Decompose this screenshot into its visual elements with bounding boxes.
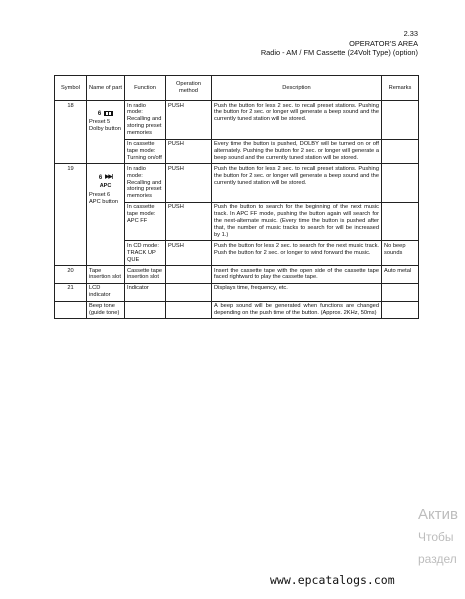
symbol-cell: 21 (55, 283, 87, 301)
remarks-cell (382, 202, 419, 241)
section-title: OPERATOR'S AREA (349, 38, 418, 48)
part-name-cell: Beep tone (guide tone) (87, 301, 125, 319)
activation-watermark-line1: Актив (418, 506, 458, 523)
description-cell: Push the button for less 2 sec. to search for the next music track. Push the button for 2 sec. or longer to wind forward the music. (212, 241, 382, 266)
method-cell: PUSH (166, 164, 212, 203)
function-cell: In CD mode: TRACK UP QUE (125, 241, 166, 266)
description-cell: Push the button for less 2 sec. to recall preset stations. Pushing the button for 2 sec. or longer will generate a beep sound and the currently tuned station will be stored. (212, 164, 382, 203)
part-name: Preset 6 APC button (89, 191, 119, 205)
function-cell: Cassette tape insertion slot (125, 266, 166, 284)
function-cell: In cassette tape mode: Turning on/off (125, 139, 166, 164)
activation-watermark-line3: раздел (418, 552, 457, 566)
remarks-cell: No beep sounds (382, 241, 419, 266)
remarks-cell (382, 301, 419, 319)
page-header (261, 29, 418, 58)
method-cell: PUSH (166, 139, 212, 164)
part-icon (89, 111, 122, 118)
symbol-cell: 20 (55, 266, 87, 284)
method-cell (166, 266, 212, 284)
col-header-description: Description (212, 76, 382, 101)
remarks-cell (382, 164, 419, 203)
table-header-row (55, 76, 419, 101)
symbol-cell (55, 301, 87, 319)
description-cell: Displays time, frequency, etc. (212, 283, 382, 301)
description-cell: Insert the cassette tape with the open side of the cassette tape faced rightward to play the cassette tape. (212, 266, 382, 284)
col-header-symbol: Symbol (55, 76, 87, 101)
remarks-cell: Auto metal (382, 266, 419, 284)
function-cell: In radio mode: Recalling and storing preset memories (125, 101, 166, 140)
function-cell: In cassette tape mode: APC FF (125, 202, 166, 241)
table-row (55, 301, 419, 319)
icon-number: 6 (97, 110, 102, 117)
function-cell: Indicator (125, 283, 166, 301)
description-cell: Every time the button is pushed, DOLBY will be turned on or off alternately. Pushing the button for 2 sec. or longer will generate a beep sound and the currently tuned station will be stored. (212, 139, 382, 164)
method-cell (166, 301, 212, 319)
col-header-name: Name of part (87, 76, 125, 101)
method-cell: PUSH (166, 202, 212, 241)
part-name-cell (87, 101, 125, 164)
part-name: Preset 5 Dolby button (89, 119, 121, 133)
function-cell (125, 301, 166, 319)
spec-table (54, 75, 419, 319)
description-cell: Push the button to search for the beginning of the next music track. In APC FF mode, pushing the button again will search for the next-alternate music. (Every time the button is pushed after that, the number of music tracks to search for will be increased by 1.) (212, 202, 382, 241)
remarks-cell (382, 101, 419, 140)
icon-number: 6 (98, 174, 103, 181)
apc-label: APC (99, 182, 112, 189)
function-cell: In radio mode: Recalling and storing preset memories (125, 164, 166, 203)
table-row (55, 266, 419, 284)
page-subtitle: Radio - AM / FM Cassette (24Volt Type) (option) (260, 48, 418, 57)
symbol-cell: 18 (55, 101, 87, 164)
remarks-cell (382, 139, 419, 164)
col-header-method: Operation method (166, 76, 212, 101)
symbol-cell: 19 (55, 164, 87, 266)
method-cell (166, 283, 212, 301)
activation-watermark-line2: Чтобы (418, 530, 454, 544)
part-name-cell (87, 164, 125, 266)
description-cell: A beep sound will be generated when functions are changed depending on the push time of the button. (Approx. 2KHz, 50ms) (212, 301, 382, 319)
col-header-remarks: Remarks (382, 76, 419, 101)
part-name-cell: Tape insertion slot (87, 266, 125, 284)
part-icon (89, 174, 122, 190)
table-row (55, 101, 419, 140)
apc-skip-icon: ▶▶| (105, 173, 113, 180)
table-row (55, 164, 419, 203)
method-cell: PUSH (166, 101, 212, 140)
part-name-cell: LCD indicator (87, 283, 125, 301)
tape-dolby-icon (104, 111, 113, 116)
col-header-function: Function (125, 76, 166, 101)
table-row (55, 283, 419, 301)
page-number: 2.33 (403, 29, 418, 38)
description-cell: Push the button for less 2 sec. to recall preset stations. Pushing the button for 2 sec. or longer will generate a beep sound and the currently tuned station will be stored. (212, 101, 382, 140)
site-url: www.epcatalogs.com (270, 573, 395, 587)
method-cell: PUSH (166, 241, 212, 266)
remarks-cell (382, 283, 419, 301)
